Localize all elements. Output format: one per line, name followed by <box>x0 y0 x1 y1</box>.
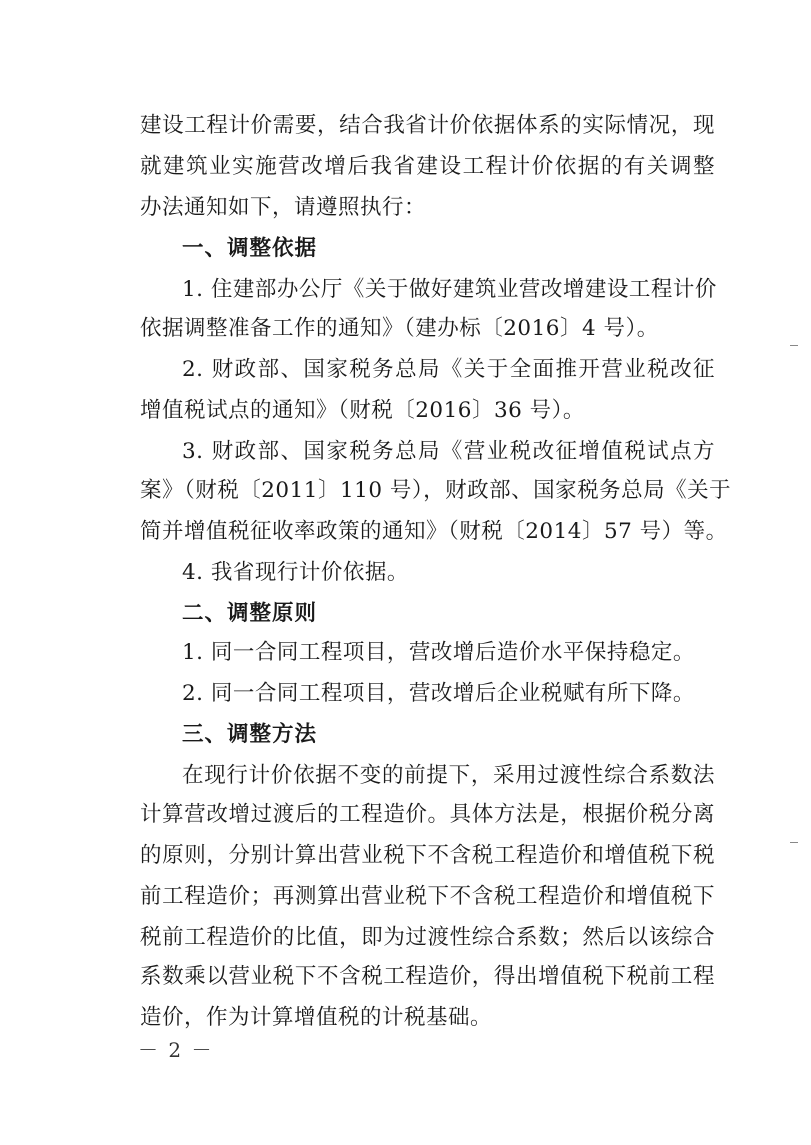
list-item-principle-2: 2. 同一合同工程项目，营改增后企业税赋有所下降。 <box>182 681 695 706</box>
section-heading-basis: 一、调整依据 <box>182 236 318 261</box>
margin-mark <box>790 842 798 843</box>
section-heading-principles: 二、调整原则 <box>182 601 318 626</box>
paragraph-line: 计算营改增过渡后的工程造价。具体方法是，根据价税分离 <box>140 802 715 827</box>
list-item-basis-3-cont: 简并增值税征收率政策的通知》（财税〔2014〕57 号）等。 <box>140 519 728 544</box>
paragraph-line: 就建筑业实施营改增后我省建设工程计价依据的有关调整 <box>140 154 715 179</box>
section-heading-method: 三、调整方法 <box>182 722 318 747</box>
paragraph-line: 系数乘以营业税下不含税工程造价，得出增值税下税前工程 <box>140 964 715 989</box>
margin-mark <box>790 345 798 346</box>
paragraph-line: 税前工程造价的比值，即为过渡性综合系数；然后以该综合 <box>140 925 715 950</box>
paragraph-line: 的原则，分别计算出营业税下不含税工程造价和增值税下税 <box>140 843 715 868</box>
paragraph-line: 办法通知如下，请遵照执行： <box>140 195 427 220</box>
list-item-basis-2-cont: 增值税试点的通知》（财税〔2016〕36 号）。 <box>140 398 585 423</box>
list-item-principle-1: 1. 同一合同工程项目，营改增后造价水平保持稳定。 <box>182 640 695 665</box>
list-item-basis-4: 4. 我省现行计价依据。 <box>182 560 409 585</box>
paragraph-line: 建设工程计价需要，结合我省计价依据体系的实际情况，现 <box>140 113 715 138</box>
list-item-basis-3-cont: 案》（财税〔2011〕110 号），财政部、国家税务总局《关于 <box>140 478 732 503</box>
paragraph-line: 造价，作为计算增值税的计税基础。 <box>140 1005 493 1030</box>
list-item-basis-2: 2. 财政部、国家税务总局《关于全面推开营业税改征 <box>182 357 715 382</box>
paragraph-line: 在现行计价依据不变的前提下，采用过渡性综合系数法 <box>182 763 715 788</box>
list-item-basis-1-cont: 依据调整准备工作的通知》（建办标〔2016〕4 号）。 <box>140 316 659 341</box>
list-item-basis-1: 1. 住建部办公厅《关于做好建筑业营改增建设工程计价 <box>182 277 717 302</box>
page-number: － 2 － <box>138 1038 214 1062</box>
list-item-basis-3: 3. 财政部、国家税务总局《营业税改征增值税试点方 <box>182 439 715 464</box>
paragraph-line: 前工程造价；再测算出营业税下不含税工程造价和增值税下 <box>140 884 715 909</box>
